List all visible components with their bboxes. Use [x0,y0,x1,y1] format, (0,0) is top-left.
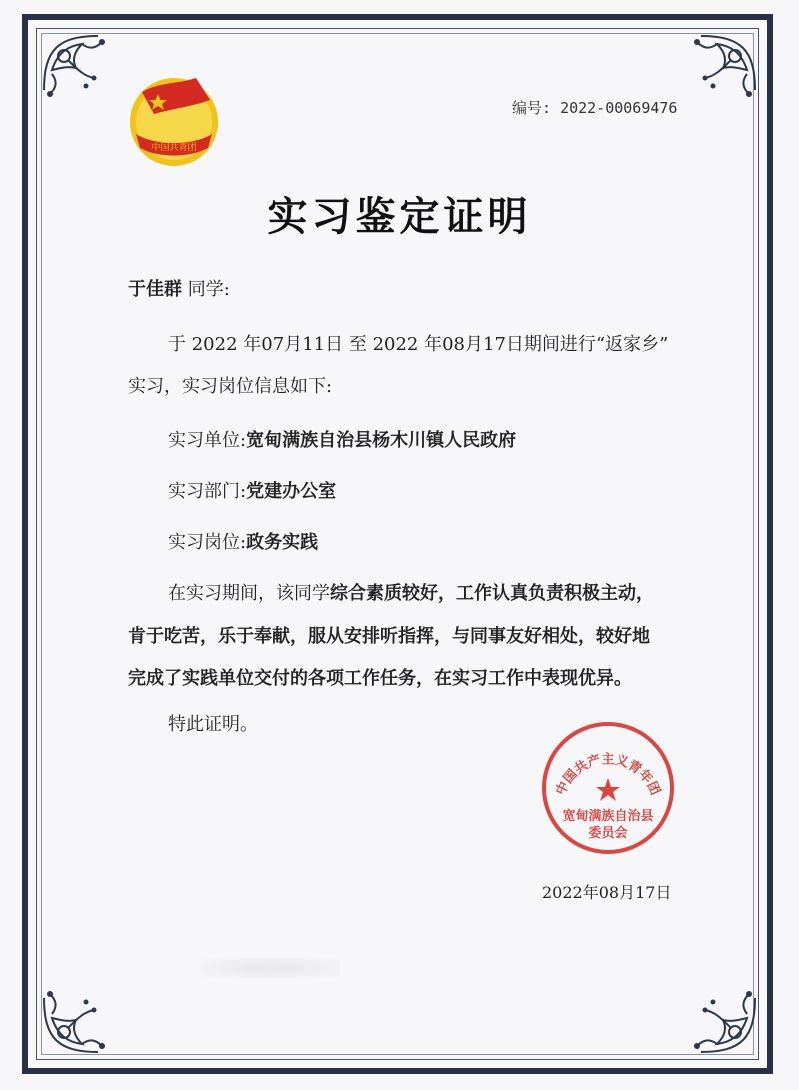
corner-ornament-icon [38,968,128,1058]
certificate-number-label: 编号: [512,99,552,117]
seal-line-1: 宽甸满族自治县 [562,809,654,824]
period-line [168,336,668,354]
start-day: 11 [302,334,326,355]
closing-text: 特此证明。 [168,714,258,735]
period-text: 年 [424,334,443,355]
period-text: 月 [284,334,303,355]
period-text: 月 [465,334,484,355]
evaluation-prefix: 在实习期间，该同学 [168,583,330,604]
salutation: 同学: [187,279,230,300]
start-month: 07 [261,334,285,355]
corner-ornament-icon [671,30,761,120]
post-label: 实习岗位: [168,532,247,553]
dept-value: 党建办公室 [246,481,337,502]
corner-ornament-icon [671,968,761,1058]
corner-ornament-icon [38,30,128,120]
program-name: “返家乡” [595,334,669,355]
end-month: 08 [442,334,466,355]
evaluation-line-2: 肯于吃苦，乐于奉献，服从安排听指挥，与同事友好相处，较好地 [128,626,650,647]
unit-value: 宽甸满族自治县杨木川镇人民政府 [246,430,517,451]
emblem-ribbon-text: 中国共青团 [151,143,197,153]
student-name: 于佳群 [128,279,182,300]
end-day: 17 [483,334,506,355]
post-line [168,534,318,552]
period-text: 日期间进行 [505,334,596,355]
official-seal-icon [540,720,676,856]
end-year: 2022 [372,334,419,355]
certificate-number [512,97,677,118]
background-smudge [200,958,340,978]
period-text: 日 至 [325,334,367,355]
post-value: 政务实践 [246,532,319,553]
certificate-number-value: 2022-00069476 [560,99,678,117]
start-year: 2022 [191,334,238,355]
page-title: 实习鉴定证明 [267,193,532,240]
period-text: 年 [243,334,262,355]
dept-line [168,483,336,501]
salutation-line [128,281,230,299]
dept-label: 实习部门: [168,481,247,502]
youth-league-emblem-icon [124,70,224,170]
evaluation-line-3: 完成了实践单位交付的各项工作任务，在实习工作中表现优异。 [128,668,632,689]
unit-line [168,432,516,450]
issue-date: 2022年08月17日 [542,883,672,902]
period-text: 于 [168,334,186,355]
evaluation-line-1 [168,585,654,603]
seal-line-2: 委员会 [588,826,628,841]
seal-arc-text: 中国共产主义青年团 [553,752,663,798]
unit-label: 实习单位: [168,430,247,451]
evaluation-highlight: 综合素质较好，工作认真负责积极主动， [330,583,654,604]
period-line-2: 实习，实习岗位信息如下: [128,376,333,397]
